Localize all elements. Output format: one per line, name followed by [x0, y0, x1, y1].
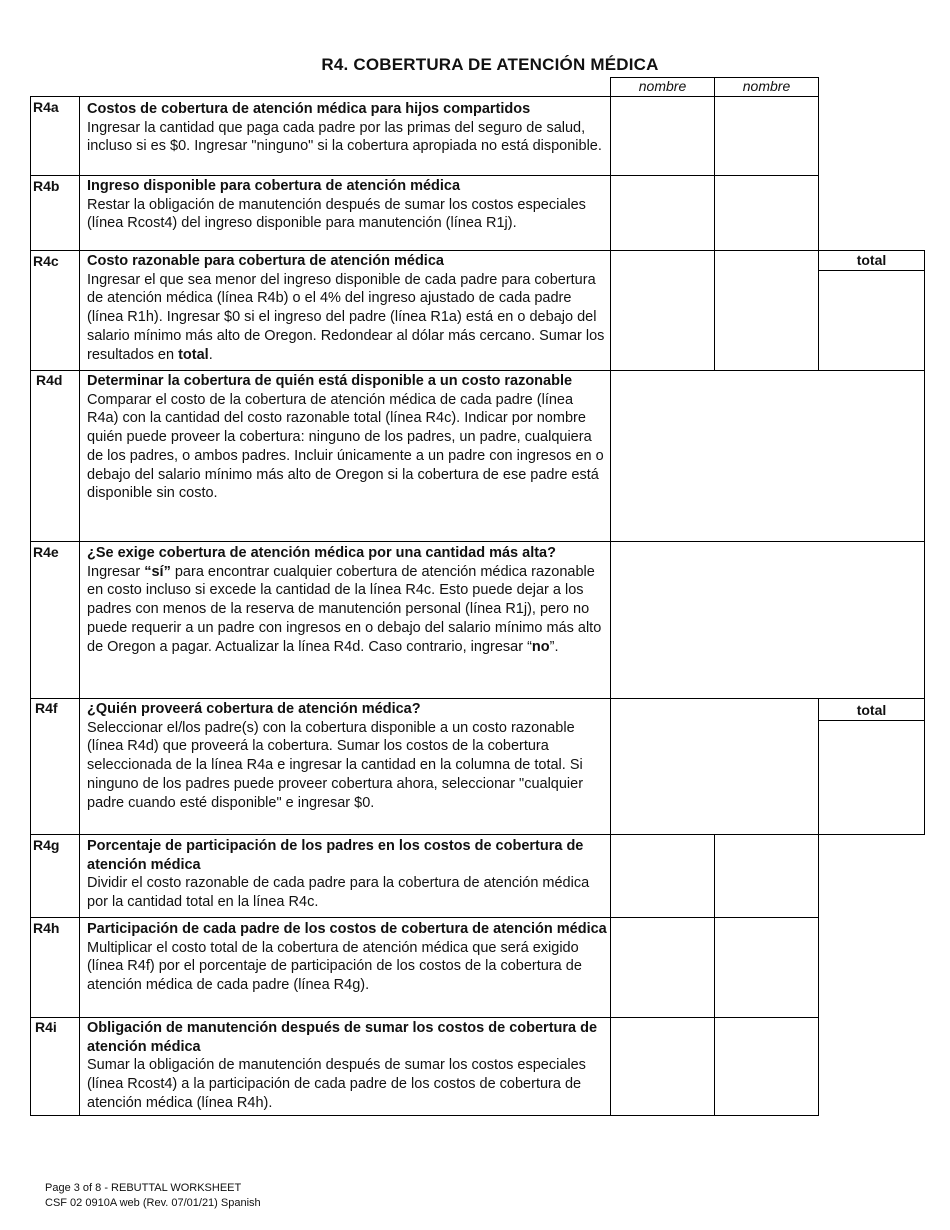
r4c-total-input[interactable] [819, 271, 924, 370]
section-title: R4. COBERTURA DE ATENCIÓN MÉDICA [321, 55, 659, 74]
row-code-r4d: R4d [36, 372, 63, 388]
r4d-input[interactable] [611, 371, 924, 541]
row-text: Ingresar el que sea menor del ingreso disponible de cada padre para cobertura de atención médica (línea R4b) o el 4% del ingreso ajustado de cada padre (línea R1h). Ingresar $0 si el ingreso del padre (línea R1a) está en o debajo del salario mínimo más alto de Oregon. Redondear al dólar más cercano. Sumar los resultados en total. [87, 271, 605, 363]
grid-line [30, 1115, 819, 1116]
r4h-name2-input[interactable] [715, 918, 818, 1017]
r4g-name1-input[interactable] [611, 835, 714, 917]
row-text: Seleccionar el/los padre(s) con la cobertura disponible a un costo razonable (línea R4d) que proveerá la cobertura. Sumar los costos de la cobertura seleccionada de la línea R4a e ingresar la cantidad en la columna de total. Si ninguno de los padres puede proveer cobertura ahora, seleccionar "cualquier padre cuando esté disponible" e ingresar $0. [87, 719, 584, 811]
r4i-name1-input[interactable] [611, 1018, 714, 1115]
row-heading: Costo razonable para cobertura de atención médica [87, 253, 444, 269]
row-heading: Participación de cada padre de los costos de cobertura de atención médica [87, 921, 607, 937]
r4i-name2-input[interactable] [715, 1018, 818, 1115]
total-header-r4f: total [856, 702, 887, 718]
r4a-name1-input[interactable] [611, 97, 714, 175]
row-code-r4b: R4b [33, 178, 60, 194]
r4f-input[interactable] [611, 699, 818, 834]
row-code-r4a: R4a [33, 99, 59, 115]
row-heading: Ingreso disponible para cobertura de atención médica [87, 178, 461, 194]
r4b-name1-input[interactable] [611, 176, 714, 250]
row-description-r4c [87, 252, 607, 364]
footer-page-info: Page 3 of 8 - REBUTTAL WORKSHEET [45, 1182, 242, 1194]
row-text: Restar la obligación de manutención después de sumar los costos especiales (línea Rcost4) del ingreso disponible para manutención (línea R1j). [87, 196, 586, 232]
row-heading: ¿Quién proveerá cobertura de atención médica? [87, 701, 421, 717]
row-code-r4h: R4h [33, 920, 60, 936]
grid-line [30, 96, 31, 1116]
r4e-input[interactable] [611, 542, 924, 698]
row-heading: Obligación de manutención después de sumar los costos de cobertura de atención médica [87, 1020, 598, 1055]
row-text: Dividir el costo razonable de cada padre para la cobertura de atención médica por la cantidad total en la línea R4c. [87, 875, 590, 911]
r4g-name2-input[interactable] [715, 835, 818, 917]
row-description-r4e [87, 544, 607, 656]
total-header-r4c: total [856, 252, 887, 268]
r4b-name2-input[interactable] [715, 176, 818, 250]
row-text: Ingresar la cantidad que paga cada padre por las primas del seguro de salud, incluso si es $0. Ingresar "ninguno" si la cobertura apropiada no está disponible. [87, 119, 602, 155]
row-code-r4f: R4f [35, 700, 58, 716]
r4f-total-input[interactable] [819, 721, 924, 834]
r4h-name1-input[interactable] [611, 918, 714, 1017]
r4a-name2-input[interactable] [715, 97, 818, 175]
row-text: Multiplicar el costo total de la cobertura de atención médica que será exigido (línea R4f) por el porcentaje de participación de los costos de la cobertura de atención médica de cada padre (línea R4g). [87, 939, 582, 994]
grid-line [924, 250, 925, 835]
row-code-r4e: R4e [33, 544, 59, 560]
row-code-r4c: R4c [33, 253, 59, 269]
row-code-r4g: R4g [33, 837, 60, 853]
row-heading: Porcentaje de participación de los padres en los costos de cobertura de atención médica [87, 838, 584, 873]
column-header-name-2: nombre [742, 78, 791, 94]
row-text: Sumar la obligación de manutención después de sumar los costos especiales (línea Rcost4) a la participación de cada padre de los costos de cobertura de atención médica (línea R4h). [87, 1057, 586, 1111]
row-heading: Costos de cobertura de atención médica para hijos compartidos [87, 101, 531, 117]
row-description-r4d [87, 372, 607, 503]
row-heading: Determinar la cobertura de quién está disponible a un costo razonable [87, 373, 573, 389]
r4c-name1-input[interactable] [611, 251, 714, 370]
row-description-r4f [87, 700, 607, 812]
row-text: Comparar el costo de la cobertura de atención médica de cada padre (línea R4a) con la cantidad del costo razonable total (línea R4c). Indicar por nombre quién puede proveer la cobertura: ninguno de los padres, un padre, cualquiera de los padres, o ambos padres. Incluir únicamente a un padre con ingresos en o debajo del salario mínimo más alto de Oregon si la cobertura de ese padre está disponible sin costo. [87, 391, 604, 502]
row-text: Ingresar “sí” para encontrar cualquier cobertura de atención médica razonable en costo incluso si excede la cantidad de la línea R4c. Esto puede dejar a los padres con menos de la reserva de manutención personal (línea R1j), pero no puede requerir a un padre con ingresos en o debajo del salario mínimo más alto de Oregon a pagar. Actualizar la línea R4d. Caso contrario, ingresar “no”. [87, 563, 602, 655]
row-heading: ¿Se exige cobertura de atención médica por una cantidad más alta? [87, 545, 556, 561]
row-description-r4b [87, 177, 607, 233]
row-description-r4g [87, 837, 607, 912]
r4c-name2-input[interactable] [715, 251, 818, 370]
footer-form-number: CSF 02 0910A web (Rev. 07/01/21) Spanish [45, 1197, 261, 1209]
column-header-name-1: nombre [638, 78, 687, 94]
grid-line [79, 96, 80, 1116]
row-description-r4a [87, 100, 607, 156]
row-description-r4h [87, 920, 607, 995]
row-description-r4i [87, 1019, 607, 1113]
row-code-r4i: R4i [35, 1019, 57, 1035]
